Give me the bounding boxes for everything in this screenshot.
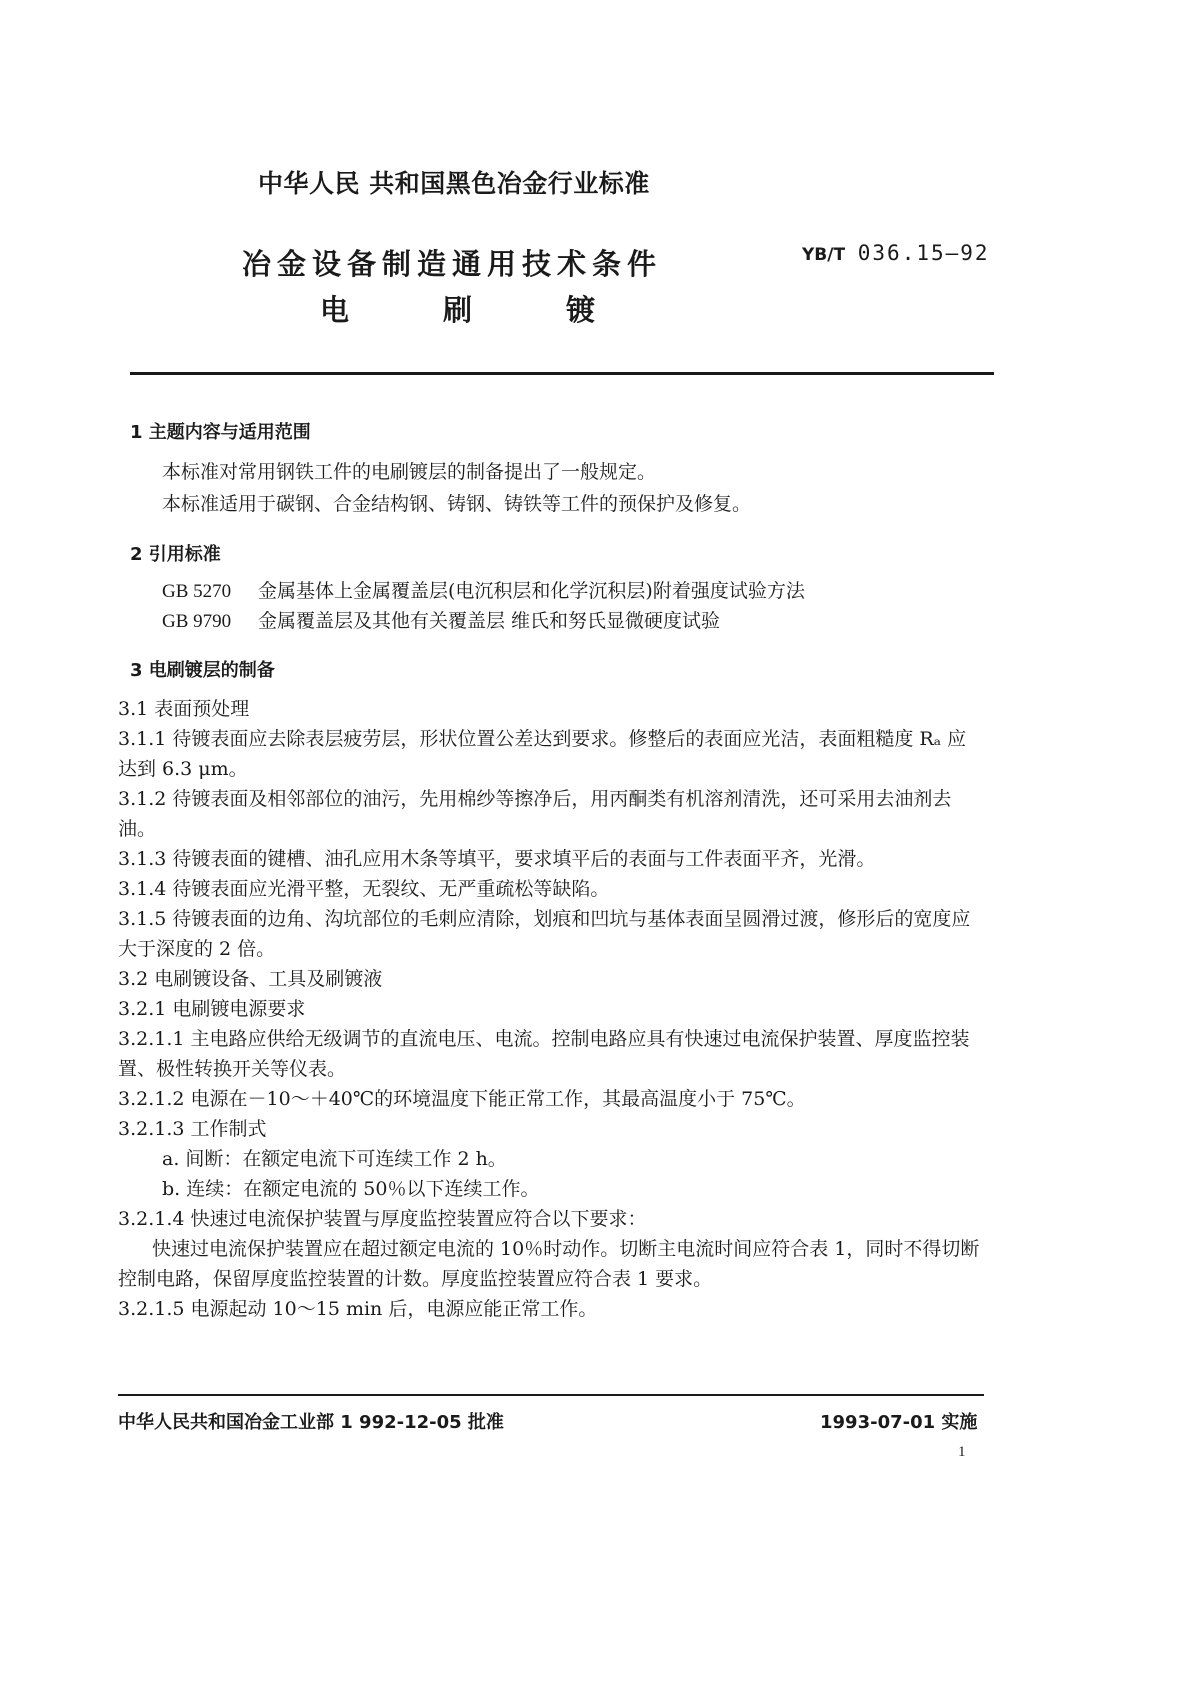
clause-line: 3.1 表面预处理	[118, 698, 250, 720]
clause-line: 3.1.5 待镀表面的边角、沟坑部位的毛刺应清除，划痕和凹坑与基体表面呈圆滑过渡，修形后的宽度应	[118, 908, 971, 930]
footer-divider	[118, 1394, 984, 1396]
section-3-heading: 3 电刷镀层的制备	[130, 660, 275, 681]
document-subtitle-char-3: 镀	[566, 293, 596, 327]
document-title: 冶金设备制造通用技术条件	[242, 247, 663, 281]
reference-text: 金属覆盖层及其他有关覆盖层 维氏和努氏显微硬度试验	[258, 610, 721, 632]
footer-issuer-approval: 中华人民共和国冶金工业部 1 992-12-05 批准	[118, 1412, 504, 1433]
section-2-heading: 2 引用标准	[130, 544, 221, 565]
clause-line: 3.2.1.4 快速过电流保护装置与厚度监控装置应符合以下要求：	[118, 1208, 647, 1230]
footer-effective-date: 1993-07-01 实施	[820, 1412, 978, 1433]
page-number: 1	[958, 1444, 966, 1460]
section-1-paragraph-2: 本标准适用于碳钢、合金结构钢、铸钢、铸铁等工件的预保护及修复。	[162, 493, 752, 515]
clause-line: 快速过电流保护装置应在超过额定电流的 10％时动作。切断主电流时间应符合表 1，同时不得切断	[152, 1238, 980, 1260]
document-subtitle-char-1: 电	[320, 293, 350, 327]
standard-number: 036.15—92	[857, 241, 990, 265]
clause-line: 控制电路，保留厚度监控装置的计数。厚度监控装置应符合表 1 要求。	[118, 1268, 713, 1290]
clause-line: 3.1.4 待镀表面应光滑平整，无裂纹、无严重疏松等缺陷。	[118, 878, 610, 900]
section-1-paragraph-1: 本标准对常用钢铁工件的电刷镀层的制备提出了一般规定。	[162, 461, 657, 483]
list-item-b: b. 连续：在额定电流的 50％以下连续工作。	[162, 1178, 540, 1200]
reference-code: GB 9790	[162, 611, 232, 632]
clause-line: 置、极性转换开关等仪表。	[118, 1058, 347, 1080]
clause-line: 3.2.1.3 工作制式	[118, 1118, 267, 1140]
clause-line: 3.1.2 待镀表面及相邻部位的油污，先用棉纱等擦净后，用丙酮类有机溶剂清洗，还可采用去油剂去	[118, 788, 952, 810]
clause-line: 3.1.1 待镀表面应去除表层疲劳层，形状位置公差达到要求。修整后的表面应光洁，表面粗糙度 Rₐ 应	[118, 728, 967, 750]
list-item-a: a. 间断：在额定电流下可连续工作 2 h。	[162, 1148, 507, 1170]
clause-line: 油。	[118, 818, 157, 840]
issuing-body-header: 中华人民 共和国黑色冶金行业标准	[258, 169, 650, 198]
reference-text: 金属基体上金属覆盖层(电沉积层和化学沉积层)附着强度试验方法	[258, 580, 805, 602]
clause-line: 3.2.1.5 电源起动 10～15 min 后，电源应能正常工作。	[118, 1298, 598, 1320]
clause-line: 3.2 电刷镀设备、工具及刷镀液	[118, 968, 383, 990]
section-1-heading: 1 主题内容与适用范围	[130, 422, 311, 443]
standard-code	[802, 241, 990, 265]
document-subtitle-char-2: 刷	[443, 293, 473, 327]
clause-line: 3.2.1.2 电源在－10～＋40℃的环境温度下能正常工作，其最高温度小于 75℃。	[118, 1088, 806, 1110]
clause-line: 3.1.3 待镀表面的键槽、油孔应用木条等填平，要求填平后的表面与工件表面平齐，光滑。	[118, 848, 876, 870]
clause-line: 达到 6.3 μm。	[118, 758, 248, 780]
clause-line: 3.2.1.1 主电路应供给无级调节的直流电压、电流。控制电路应具有快速过电流保护装置、厚度监控装	[118, 1028, 970, 1050]
clause-line: 3.2.1 电刷镀电源要求	[118, 998, 306, 1020]
reference-code: GB 5270	[162, 581, 232, 602]
standard-prefix: YB/T	[802, 245, 846, 265]
clause-line: 大于深度的 2 倍。	[118, 938, 276, 960]
header-divider	[130, 372, 994, 375]
